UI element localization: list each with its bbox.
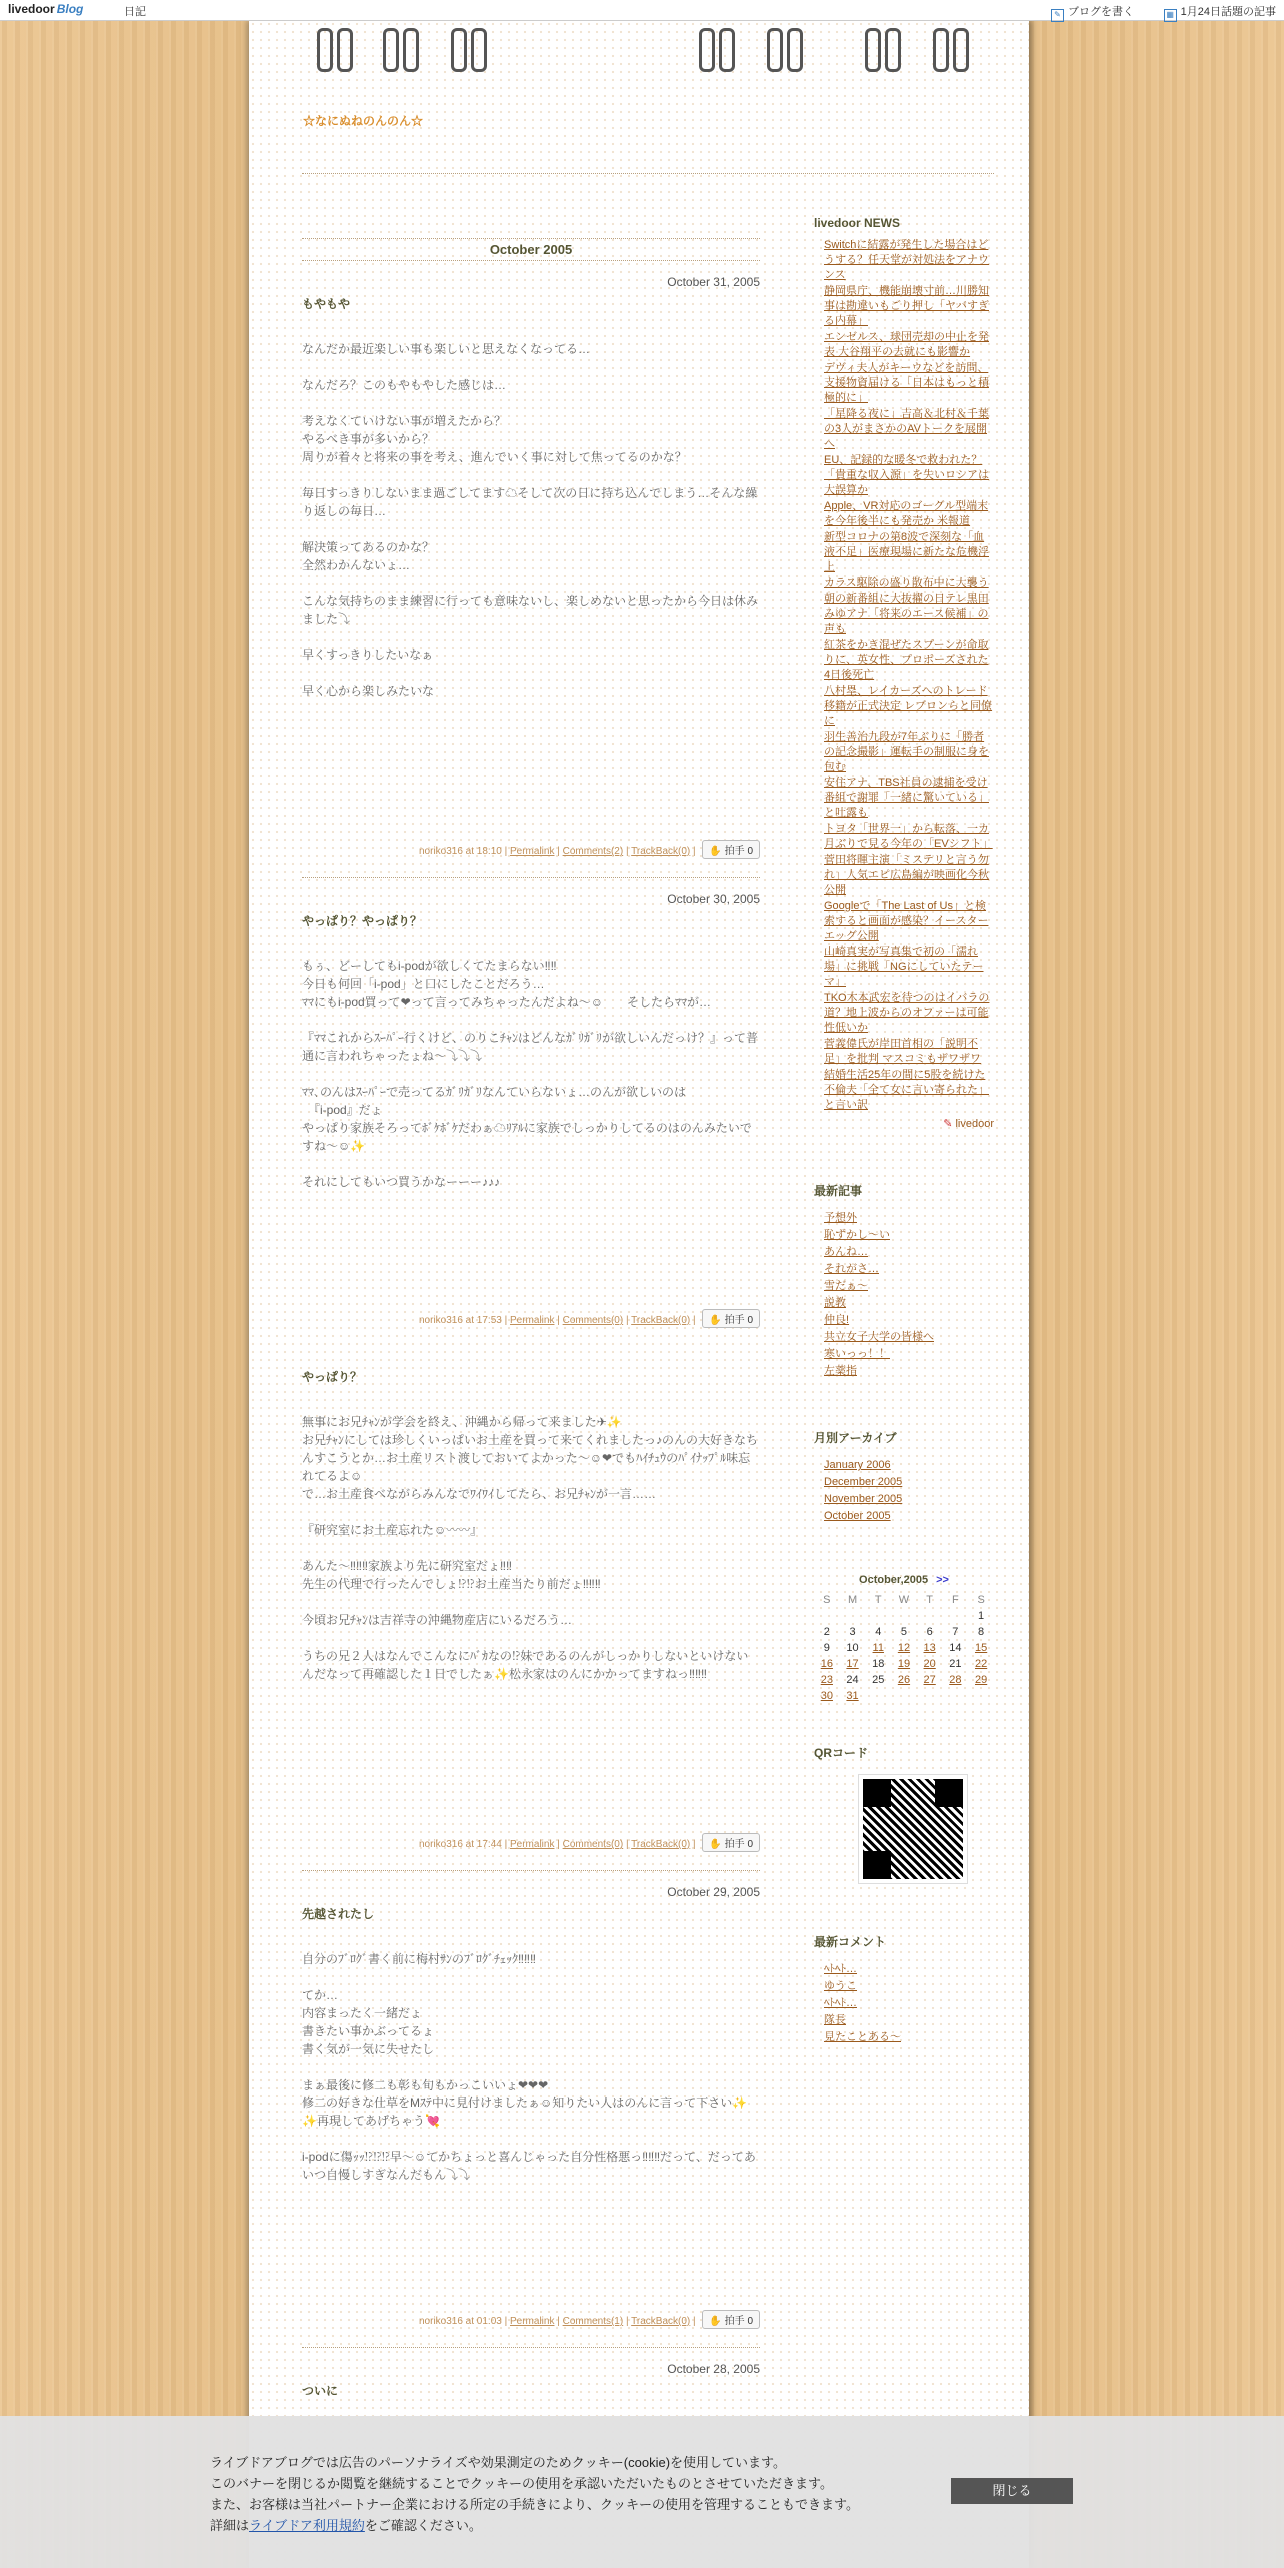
entry-paragraph: まぁ最後に修二も彰も旬もかっこいいょ❤❤❤ 修二の好きな仕草をMｽﾃ中に見付けましたぁ☺知りたい人はのんに言って下さい✨ ✨再現してあげちゃう💘 (302, 2078, 748, 2128)
binder-ring-icon (719, 28, 735, 72)
recent-post-item[interactable]: 仲良! (824, 1314, 850, 1326)
calendar-day (943, 1688, 969, 1704)
calendar-day[interactable]: 29 (974, 1674, 988, 1686)
entry-divider (302, 877, 760, 878)
comments-link[interactable]: Comments(0) (562, 1315, 624, 1326)
news-item[interactable]: Apple、VR対応のゴーグル型端末を今年後半にも発売か 米報道 (824, 500, 989, 527)
entry-author-time: noriko316 at 17:44 (418, 1839, 502, 1850)
calendar-day[interactable]: 15 (974, 1642, 988, 1654)
qr-heading: QRコード (814, 1746, 869, 1760)
calendar-day (891, 1688, 917, 1704)
qr-code (859, 1775, 967, 1883)
recent-post-item[interactable]: 寒いっっ！！ (824, 1348, 890, 1360)
recent-comment-item[interactable]: 隊長 (824, 2014, 846, 2026)
trackback-link[interactable]: TrackBack(0) (631, 1839, 691, 1850)
recent-comment-item[interactable]: 見たことある〜 (824, 2031, 901, 2043)
clap-button[interactable]: ✋ 拍手 0 (702, 840, 760, 859)
calendar-day: 2 (823, 1626, 830, 1638)
news-item[interactable]: 紅茶をかき混ぜたスプーンが命取りに、英女性、プロポーズされた4日後死亡 (824, 639, 989, 681)
livedoor-blog-logo[interactable]: livedoor Blog (8, 2, 84, 16)
comments-link[interactable]: Comments(0) (562, 1839, 624, 1850)
entry-divider (302, 2347, 760, 2348)
binder-ring-icon (767, 28, 783, 72)
cookie-banner (0, 2416, 1284, 2568)
calendar-day: 9 (823, 1642, 830, 1654)
calendar-weekday: T (926, 1594, 934, 1606)
blog-page (249, 20, 1029, 2568)
news-item[interactable]: 新型コロナの第8波で深刻な「血液不足」医療現場に新たな危機浮上 (824, 531, 989, 573)
blog-entry (302, 1368, 760, 1871)
calendar-month: October,2005 (859, 1574, 929, 1586)
livedoor-topbar (0, 0, 1284, 21)
entry-paragraph: 『ﾏﾏこれからｽｰﾊﾟｰ行くけど、のりこﾁｬﾝはどんなｶﾞﾘｶﾞﾘが欲しいんだっけ？』って普通に言われちゃったょね〜⤵⤵⤵ (302, 1031, 759, 1063)
archive-item[interactable]: November 2005 (824, 1493, 903, 1505)
clap-count: 0 (747, 1315, 753, 1326)
entry-body (302, 1413, 760, 1823)
recent-post-item[interactable]: それがさ… (824, 1263, 879, 1275)
calendar-day[interactable]: 31 (846, 1690, 859, 1702)
binder-ring-icon (383, 28, 399, 72)
calendar-day: 24 (846, 1674, 859, 1686)
news-item[interactable]: 「星降る夜に」吉高＆北村＆千葉の3人がまさかのAVトークを展開へ (824, 408, 989, 450)
comments-link[interactable]: Comments(1) (562, 2316, 624, 2327)
entry-paragraph: もぅ、どーしてもi-podが欲しくてたまらない‼‼ 今日も何回「i-pod」と口にしたことだろう… ﾏﾏにもi-pod買って❤って言ってみちゃったんだよね〜☺ そしたらﾏﾏが… (302, 959, 711, 1009)
binder-ring-icon (953, 28, 969, 72)
entry-author-time: noriko316 at 01:03 (418, 2316, 502, 2327)
calendar-day: 7 (952, 1626, 959, 1638)
entry-paragraph: 毎日すっきりしないまま過ごしてます☁そして次の日に持ち込んでしまう…そんな繰り返しの毎日… (302, 486, 758, 518)
entry-paragraph: i-podに傷ｯｯ⁉⁉⁉早〜☺てかちょっと喜んじゃった自分性格悪っ‼‼‼だって、だってあいつ自慢しすぎなんだもん⤵⤵ (302, 2150, 756, 2182)
calendar-weekday: M (847, 1594, 858, 1606)
archive-item[interactable]: October 2005 (824, 1510, 891, 1522)
archive-list (824, 1458, 994, 1524)
calendar-day[interactable]: 28 (949, 1674, 962, 1686)
calendar-day (917, 1688, 943, 1704)
news-item[interactable]: TKO木本武宏を待つのはイバラの道？地上波からのオファーは可能性低いか (824, 992, 990, 1034)
binder-ring-icon (885, 28, 901, 72)
calendar-weekday: W (898, 1594, 910, 1606)
entry-footer: noriko316 at 17:44 | Permalink | Comments(0) | TrackBack(0) | ✋ 拍手 0 (302, 1833, 760, 1852)
entry-title[interactable]: 先越されたし (302, 1907, 375, 1921)
recent-post-item[interactable]: 説教 (824, 1297, 846, 1309)
archive-item[interactable]: December 2005 (824, 1476, 903, 1488)
binder-ring-icon (865, 28, 881, 72)
calendar-day: 8 (978, 1626, 985, 1638)
calendar-day[interactable]: 16 (820, 1658, 833, 1670)
nav-diary-link[interactable]: 日記 (124, 6, 146, 18)
entry-paragraph: 今頃お兄ﾁｬﾝは吉祥寺の沖縄物産店にいるだろう… (302, 1613, 573, 1627)
clap-hand-icon: ✋ (709, 846, 722, 857)
calendar-day (865, 1608, 891, 1624)
entry-paragraph: なんだか最近楽しい事も楽しいと思えなくなってる… (302, 342, 591, 356)
calendar-day[interactable]: 27 (923, 1674, 936, 1686)
calendar-weekday: F (952, 1594, 959, 1606)
terms-link[interactable]: ライブドア利用規約 (249, 2518, 365, 2533)
entry-title[interactable]: やっぱり？ (302, 1370, 363, 1384)
entry-paragraph: 自分のﾌﾞﾛｸﾞ書く前に梅村ｻﾝのﾌﾞﾛｸﾞﾁｪｯｸ‼‼‼ (302, 1952, 537, 1966)
recent-post-item[interactable]: 左薬指 (824, 1365, 857, 1377)
calendar-weekday: T (874, 1594, 882, 1606)
calendar-day (968, 1688, 994, 1704)
binder-ring-icon (403, 28, 419, 72)
entry-paragraph: 早く心から楽しみたいな (302, 684, 435, 698)
entry-paragraph: 早くすっきりしたいなぁ (302, 648, 434, 662)
entry-footer: noriko316 at 18:10 | Permalink | Comments(2) | TrackBack(0) | ✋ 拍手 0 (302, 840, 760, 859)
calendar-day: 4 (875, 1626, 882, 1638)
recent-posts-heading: 最新記事 (814, 1184, 863, 1198)
binder-ring-icon (787, 28, 803, 72)
entry-paragraph: なんだろ？このもやもやした感じは… (302, 378, 507, 392)
entry-paragraph: 『研究室にお土産忘れた☺〰〰』 (302, 1523, 483, 1537)
permalink-link[interactable]: Permalink (509, 2316, 555, 2327)
recent-comment-item[interactable]: ﾍﾄﾍﾄ… (824, 1997, 857, 2009)
calendar-day: 25 (872, 1674, 885, 1686)
entry-paragraph: それにしてもいつ買うかなーーー♪♪♪ (302, 1175, 501, 1189)
news-item[interactable]: 静岡県庁、機能崩壊寸前…川勝知事は勘違いもごり押し「ヤバすぎる内幕」 (824, 285, 989, 327)
recent-comment-item[interactable]: ﾍﾄﾍﾄ… (824, 1963, 857, 1975)
entry-title[interactable]: もやもや (302, 297, 351, 311)
entry-date: October 29, 2005 (667, 1885, 760, 1899)
archive-heading: 月別アーカイブ (814, 1431, 897, 1445)
entry-paragraph: 考えなくていけない事が増えたから？ やるべき事が多いから？ 周りが着々と将来の事を考え、進んでいく事に対して焦ってるのかな？ (302, 414, 687, 464)
calendar-weekday: S (977, 1594, 985, 1606)
livedoor-mark-icon: ✎ (943, 1118, 953, 1130)
clap-count: 0 (747, 2316, 753, 2327)
news-item[interactable]: エンゼルス、球団売却の中止を発表 大谷翔平の去就にも影響か (824, 331, 989, 358)
recent-posts-list (824, 1211, 994, 1379)
calendar-day: 21 (949, 1658, 962, 1670)
blog-entry (302, 275, 760, 878)
blog-entry (302, 1885, 760, 2348)
calendar-day: 18 (872, 1658, 885, 1670)
entry-paragraph: てか… 内容まったく一緒だょ 書きたい事かぶってるょ 書く気が一気に失せたし (302, 1988, 435, 2056)
news-item[interactable]: 八村塁、レイカーズへのトレード移籍が正式決定 レブロンらと同僚に (824, 685, 993, 727)
binder-ring-icon (471, 28, 487, 72)
calendar-header (814, 1574, 994, 1586)
news-item[interactable]: デヴィ夫人がキーウなどを訪問、支援物資届ける「日本はもっと積極的に」 (824, 362, 989, 404)
recent-post-item[interactable]: 予想外 (824, 1212, 857, 1224)
clap-hand-icon: ✋ (709, 1839, 722, 1850)
binder-ring-icon (337, 28, 353, 72)
calendar-day[interactable]: 23 (820, 1674, 833, 1686)
entry-date: October 30, 2005 (667, 892, 760, 906)
pencil-icon: ✎ (1051, 9, 1064, 22)
blog-title[interactable]: ☆なにぬねのんのん☆ (303, 114, 424, 128)
calendar-day (891, 1608, 917, 1624)
calendar-day: 3 (849, 1626, 856, 1638)
comments-link[interactable]: Comments(2) (562, 846, 624, 857)
clap-button[interactable]: ✋ 拍手 0 (702, 2310, 760, 2329)
entry-footer: noriko316 at 01:03 | Permalink | Comments(1) | TrackBack(0) | ✋ 拍手 0 (302, 2310, 760, 2329)
calendar-day[interactable]: 30 (820, 1690, 833, 1702)
binder-ring-icon (317, 28, 333, 72)
binder-ring-icon (451, 28, 467, 72)
entry-footer: noriko316 at 17:53 | Permalink | Comments(0) | TrackBack(0) | ✋ 拍手 0 (302, 1309, 760, 1328)
calendar-day[interactable]: 19 (897, 1658, 911, 1670)
comments-heading: 最新コメント (814, 1935, 887, 1949)
news-item[interactable]: Googleで「The Last of Us」と検索すると画面が感染？イースターエッグ公開 (824, 900, 989, 942)
calendar-icon: ▦ (1164, 9, 1177, 22)
calendar-day[interactable]: 17 (846, 1658, 859, 1670)
news-item[interactable]: トヨタ「世界一」から転落、一カ月ぶりで見る今年の「EVシフト」 (824, 823, 993, 850)
topic-articles-link[interactable]: ▦ 1月24日話題の記事 (1164, 3, 1276, 22)
binder-ring-icon (699, 28, 715, 72)
archive-item[interactable]: January 2006 (824, 1459, 891, 1471)
news-item[interactable]: 安住アナ、TBS社員の逮捕を受け番組で謝罪「一緒に驚いている」と吐露も (824, 777, 989, 819)
trackback-link[interactable]: TrackBack(0) (631, 1315, 691, 1326)
permalink-link[interactable]: Permalink (509, 846, 555, 857)
news-item[interactable]: Switchに結露が発生した場合はどうする？任天堂が対処法をアナウンス (824, 239, 989, 281)
clap-hand-icon: ✋ (709, 2316, 722, 2327)
write-blog-link[interactable]: ✎ ブログを書く (1051, 3, 1134, 22)
calendar-day[interactable]: 22 (974, 1658, 988, 1670)
trackback-link[interactable]: TrackBack(0) (631, 2316, 691, 2327)
calendar-day: 5 (900, 1626, 908, 1638)
news-heading[interactable]: livedoor NEWS (814, 216, 901, 230)
clap-button[interactable]: ✋ 拍手 0 (702, 1309, 760, 1328)
calendar-day: 6 (926, 1626, 933, 1638)
calendar-day (814, 1608, 840, 1624)
recent-post-item[interactable]: 共立女子大学の皆様へ (824, 1331, 934, 1343)
calendar (814, 1574, 994, 1704)
entry-date: October 31, 2005 (667, 275, 760, 289)
calendar-day: 1 (978, 1610, 985, 1622)
clap-count: 0 (747, 846, 753, 857)
news-item[interactable]: 羽生善治九段が7年ぶりに「勝者の記念撮影」運転手の制服に身を包む (824, 731, 989, 773)
news-item[interactable]: 山崎真実が写真集で初の「濡れ場」に挑戦「NGにしていたテーマ」 (824, 946, 984, 988)
entry-title[interactable]: ついに (302, 2384, 339, 2398)
news-item[interactable]: カラス駆除の盛り散布中に大襲う (824, 577, 989, 589)
calendar-day[interactable]: 12 (897, 1642, 911, 1654)
news-item[interactable]: EU、記録的な暖冬で救われた？「貴重な収入源」を失いロシアは大誤算か (824, 454, 989, 496)
news-item[interactable]: 結婚生活25年の間に5股を続けた不倫夫「全て女に言い寄られた」と言い訳 (824, 1069, 989, 1111)
main-column (302, 238, 760, 2399)
calendar-day[interactable]: 26 (897, 1674, 911, 1686)
entry-paragraph: ﾏﾏ､のんはｽｰﾊﾟｰで売ってるｶﾞﾘｶﾞﾘなんていらないょ…のんが欲しいのは 『i-pod』だょ やっぱり家族そろってﾎﾞｹﾎﾞｹだわぁ☁ﾘｱﾙに家族でしっかりしてるのはのんみたいですね〜☺✨ (302, 1085, 752, 1153)
entry-body (302, 957, 760, 1299)
calendar-next-link[interactable]: >> (936, 1574, 949, 1586)
calendar-day (865, 1688, 891, 1704)
entry-paragraph: うちの兄２人はなんでこんなにﾊﾞｶなの⁉妹であるのんがしっかりしないといけないんだなって再確認した１日でしたぁ✨松永家はのんにかかってますねっ‼‼‼ (302, 1649, 749, 1681)
news-list (824, 238, 994, 1113)
cookie-text: ライブドアブログでは広告のパーソナライズや効果測定のためクッキー(cookie)を使用しています。 このバナーを閉じるか閲覧を継続することでクッキーの使用を承認いただいたものとさせていただきます。 また、お客様は当社パートナー企業における所定の手続きにより、クッキーの使用を管理することもできます。 詳細はライブドア利用規約をご確認ください。 (210, 2455, 859, 2533)
calendar-day[interactable]: 20 (923, 1658, 936, 1670)
recent-comment-item[interactable]: ゆうこ (824, 1980, 857, 1992)
news-item[interactable]: 菅田将暉主演「ミステリと言う勿れ」人気エピ広島編が映画化今秋公開 (824, 854, 989, 896)
clap-button[interactable]: ✋ 拍手 0 (702, 1833, 760, 1852)
entry-body (302, 340, 760, 830)
entry-paragraph: 無事にお兄ﾁｬﾝが学会を終え、沖縄から帰って来ました✈✨ お兄ﾁｬﾝにしては珍しくいっぱいお土産を買って来てくれましたっ♪のんの大好きなちんすこうとか…お土産リスト渡しておいてよかった〜☺❤でもﾊｲﾁｭｳのﾊﾟｲﾅｯﾌﾟﾙ味忘れてるよ☺ で…お土産食べながらみんなでﾜｲﾜｲしてたら、お兄ﾁｬﾝが一言…… (302, 1415, 759, 1501)
news-credit[interactable]: ✎ livedoor (943, 1118, 994, 1130)
clap-hand-icon: ✋ (709, 1315, 722, 1326)
entry-paragraph: あんた〜‼‼‼家族より先に研究室だょ‼‼ 先生の代理で行ったんでしょ⁉⁉お土産当たり前だょ‼‼‼ (302, 1559, 601, 1591)
entry-date: October 28, 2005 (667, 2362, 760, 2376)
calendar-day (943, 1608, 969, 1624)
recent-post-item[interactable]: 恥ずかし〜い (824, 1229, 890, 1241)
recent-comments-list (824, 1962, 994, 2045)
entry-author-time: noriko316 at 18:10 (418, 846, 502, 857)
cookie-close-button[interactable]: 閉じる (951, 2478, 1073, 2504)
permalink-link[interactable]: Permalink (509, 1839, 555, 1850)
news-item[interactable]: 菅義偉氏が岸田首相の「説明不足」を批判 マスコミもザワザワ (824, 1038, 982, 1065)
binder-ring-icon (933, 28, 949, 72)
recent-post-item[interactable]: あんね… (824, 1246, 868, 1258)
sidebar (814, 216, 994, 2047)
calendar-day (840, 1608, 866, 1624)
entry-body (302, 1950, 760, 2300)
clap-count: 0 (747, 1839, 753, 1850)
blog-entry (302, 892, 760, 1328)
calendar-day (917, 1608, 943, 1624)
header-divider (302, 173, 994, 174)
calendar-weekday: S (823, 1594, 831, 1606)
month-heading: October 2005 (302, 238, 760, 261)
calendar-day: 10 (846, 1642, 859, 1654)
permalink-link[interactable]: Permalink (509, 1315, 555, 1326)
calendar-day: 14 (949, 1642, 962, 1654)
news-item[interactable]: 朝の新番組に大抜擢の日テレ黒田みゆアナ「将来のエース候補」の声も (824, 593, 989, 635)
calendar-table (814, 1592, 994, 1704)
trackback-link[interactable]: TrackBack(0) (631, 846, 691, 857)
recent-post-item[interactable]: 雪だぁ〜 (824, 1280, 868, 1292)
entry-paragraph: こんな気持ちのまま練習に行っても意味ないし、楽しめないと思ったから今日は休みました⤵ (302, 594, 759, 626)
calendar-day[interactable]: 13 (923, 1642, 936, 1654)
entry-divider (302, 1870, 760, 1871)
entry-title[interactable]: やっぱり？やっぱり？ (302, 914, 423, 928)
entry-paragraph: 解決策ってあるのかな？ 全然わかんないょ… (302, 540, 435, 572)
entry-author-time: noriko316 at 17:53 (418, 1315, 502, 1326)
calendar-day[interactable]: 11 (872, 1642, 884, 1654)
